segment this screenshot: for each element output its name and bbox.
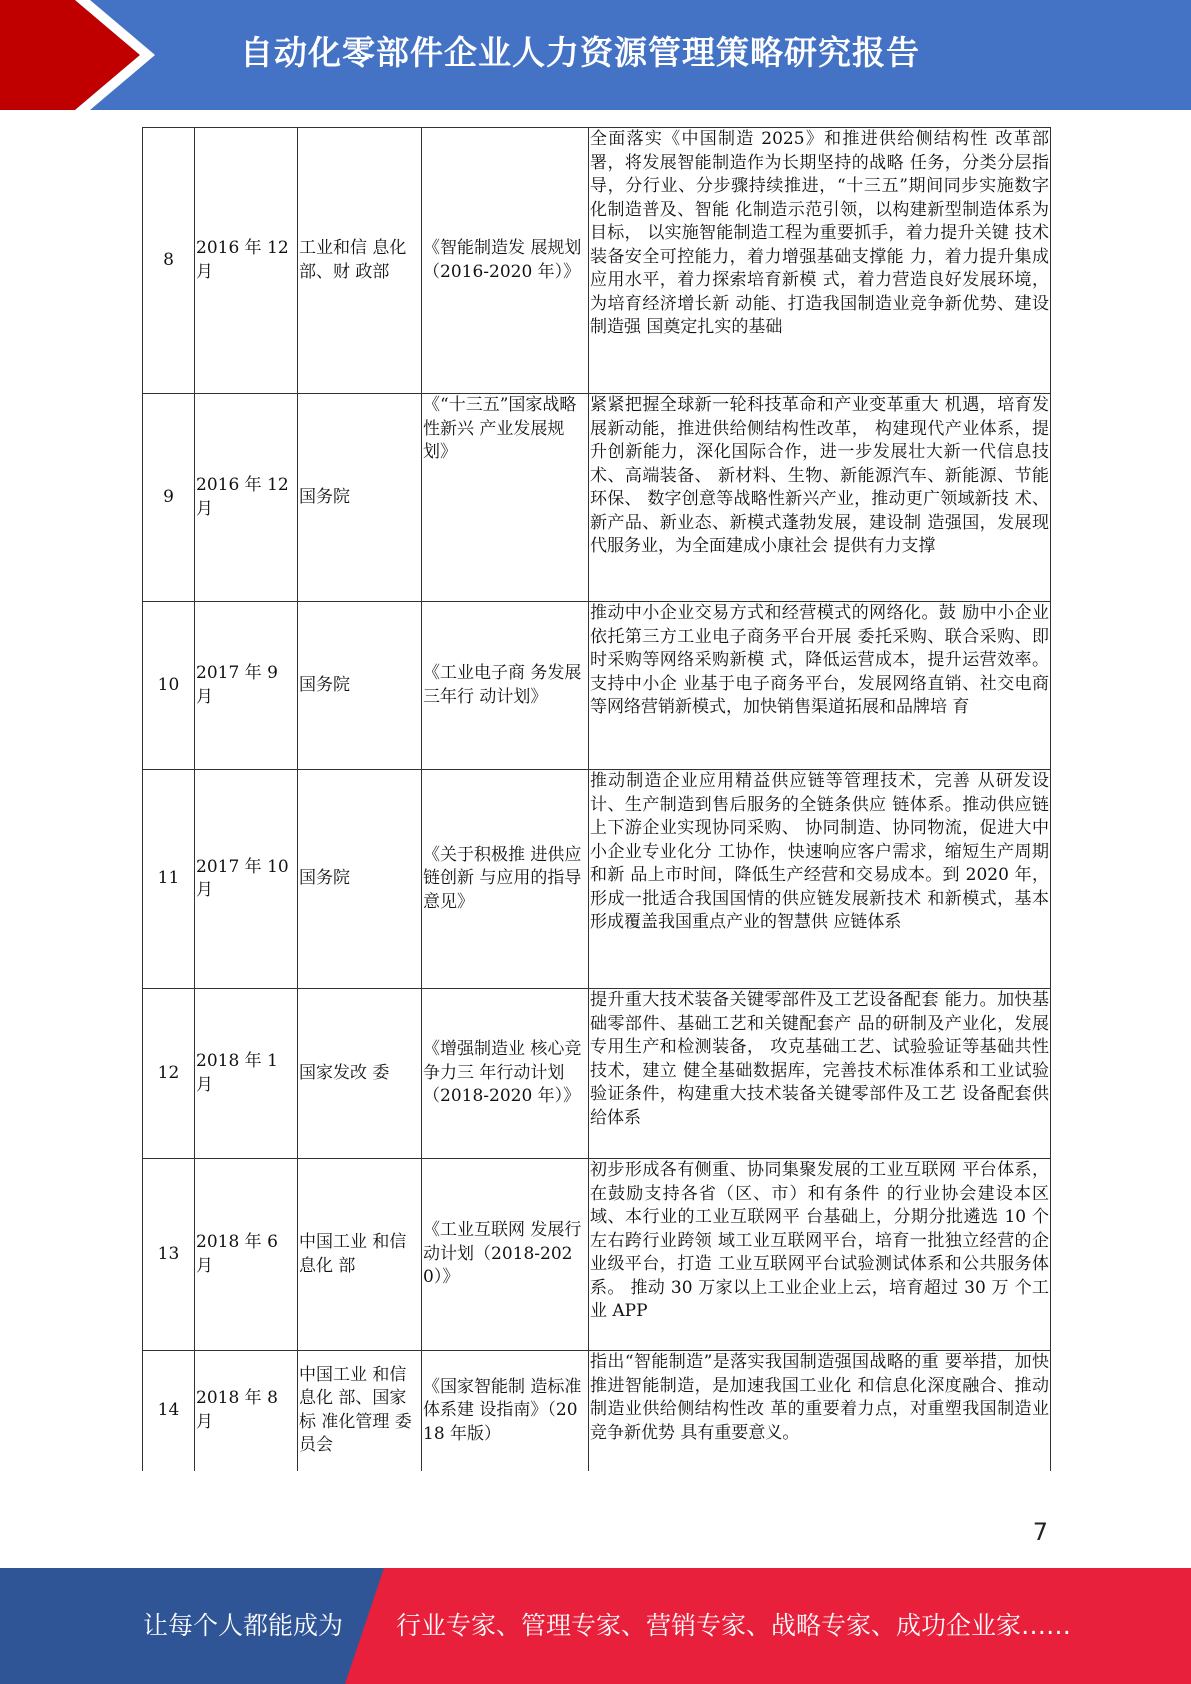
row-number: 13 — [143, 1159, 195, 1351]
row-date: 2018 年 8 月 — [195, 1351, 298, 1471]
row-document: 《“十三五”国家战略性新兴 产业发展规划》 — [422, 394, 589, 602]
row-content: 指出“智能制造”是落实我国制造强国战略的重 要举措，加快推进智能制造，是加速我国工业化 和信息化深度融合、推动制造业供给侧结构性改 革的重要着力点，对重塑我国制造业竞争新优势 具有重要意义。 — [589, 1351, 1051, 1471]
row-content: 全面落实《中国制造 2025》和推进供给侧结构性 改革部署，将发展智能制造作为长期坚持的战略 任务，分类分层指导，分行业、分步骤持续推进，“十三五”期间同步实施数字化制造普及、智能 化制造示范引领，以构建新型制造体系为目标， 以实施智能制造工程为重要抓手，着力提升关键 技术装备安全可控能力，着力增强基础支撑能 力，着力提升集成应用水平，着力探索培育新模 式，着力营造良好发展环境，为培育经济增长新 动能、打造我国制造业竞争新优势、建设制造强 国奠定扎实的基础 — [589, 128, 1051, 394]
row-document: 《工业互联网 发展行动计划（2018-2020）》 — [422, 1159, 589, 1351]
row-date: 2018 年 1 月 — [195, 989, 298, 1159]
row-document: 《增强制造业 核心竞争力三 年行动计划（2018-2020 年）》 — [422, 989, 589, 1159]
row-issuer: 工业和信 息化部、财 政部 — [298, 128, 422, 394]
header-band — [0, 0, 1191, 110]
row-date: 2017 年 9 月 — [195, 602, 298, 770]
row-date: 2018 年 6 月 — [195, 1159, 298, 1351]
table-row — [143, 128, 1051, 394]
row-number: 11 — [143, 770, 195, 989]
footer-band — [0, 1568, 1191, 1684]
row-number: 14 — [143, 1351, 195, 1471]
row-issuer: 中国工业 和信息化 部 — [298, 1159, 422, 1351]
row-issuer: 国务院 — [298, 394, 422, 602]
row-number: 9 — [143, 394, 195, 602]
row-document: 《工业电子商 务发展三年行 动计划》 — [422, 602, 589, 770]
table-row — [143, 1159, 1051, 1351]
row-content: 初步形成各有侧重、协同集聚发展的工业互联网 平台体系，在鼓励支持各省（区、市）和有条件 的行业协会建设本区域、本行业的工业互联网平 台基础上，分期分批遴选 10 个左右跨行业跨领 域工业互联网平台，培育一批独立经营的企业级平台，打造 工业互联网平台试验测试体系和公共服务体系。 推动 30 万家以上工业企业上云，培育超过 30 万 个工业 APP — [589, 1159, 1051, 1351]
row-date: 2017 年 10 月 — [195, 770, 298, 989]
table-row — [143, 770, 1051, 989]
footer-slogan-right: 行业专家、管理专家、营销专家、战略专家、成功企业家…… — [396, 1611, 1072, 1640]
row-document: 《智能制造发 展规划（2016-2020 年）》 — [422, 128, 589, 394]
row-issuer: 国务院 — [298, 602, 422, 770]
row-issuer: 国家发改 委 — [298, 989, 422, 1159]
row-content: 推动制造企业应用精益供应链等管理技术，完善 从研发设计、生产制造到售后服务的全链条供应 链体系。推动供应链上下游企业实现协同采购、 协同制造、协同物流，促进大中小企业专业化分 工协作，快速响应客户需求，缩短生产周期和新 品上市时间，降低生产经营和交易成本。到 2020 年，形成一批适合我国国情的供应链发展新技术 和新模式，基本形成覆盖我国重点产业的智慧供 应链体系 — [589, 770, 1051, 989]
page-number: 7 — [1032, 1518, 1048, 1546]
row-date: 2016 年 12 月 — [195, 394, 298, 602]
row-issuer: 国务院 — [298, 770, 422, 989]
row-content: 推动中小企业交易方式和经营模式的网络化。鼓 励中小企业依托第三方工业电子商务平台开展 委托采购、联合采购、即时采购等网络采购新模 式，降低运营成本，提升运营效率。支持中小企 业基于电子商务平台，发展网络直销、社交电商 等网络营销新模式，加快销售渠道拓展和品牌培 育 — [589, 602, 1051, 770]
header-chevron-decoration — [0, 0, 160, 110]
row-issuer: 中国工业 和信息化 部、国家标 准化管理 委员会 — [298, 1351, 422, 1471]
footer-slogan-left: 让每个人都能成为 — [143, 1611, 344, 1640]
row-number: 12 — [143, 989, 195, 1159]
policy-table — [142, 127, 1051, 1471]
table-row — [143, 1351, 1051, 1471]
row-number: 10 — [143, 602, 195, 770]
row-document: 《国家智能制 造标准体系建 设指南》（2018 年版） — [422, 1351, 589, 1471]
row-content: 提升重大技术装备关键零部件及工艺设备配套 能力。加快基础零部件、基础工艺和关键配套产 品的研制及产业化，发展专用生产和检测装备， 攻克基础工艺、试验验证等基础共性技术，建立 健全基础数据库，完善技术标准体系和工业试验 验证条件，构建重大技术装备关键零部件及工艺 设备配套供给体系 — [589, 989, 1051, 1159]
row-document: 《关于积极推 进供应链创新 与应用的指导 意见》 — [422, 770, 589, 989]
row-date: 2016 年 12 月 — [195, 128, 298, 394]
row-number: 8 — [143, 128, 195, 394]
table-row — [143, 602, 1051, 770]
table-row — [143, 394, 1051, 602]
table-row — [143, 989, 1051, 1159]
row-content: 紧紧把握全球新一轮科技革命和产业变革重大 机遇，培育发展新动能，推进供给侧结构性改革， 构建现代产业体系，提升创新能力，深化国际合作，进一步发展壮大新一代信息技术、高端装备、 新材料、生物、新能源汽车、新能源、节能环保、 数字创意等战略性新兴产业，推动更广领域新技 术、新产品、新业态、新模式蓬勃发展，建设制 造强国，发展现代服务业，为全面建成小康社会 提供有力支撑 — [589, 394, 1051, 602]
report-title: 自动化零部件企业人力资源管理策略研究报告 — [240, 33, 920, 72]
